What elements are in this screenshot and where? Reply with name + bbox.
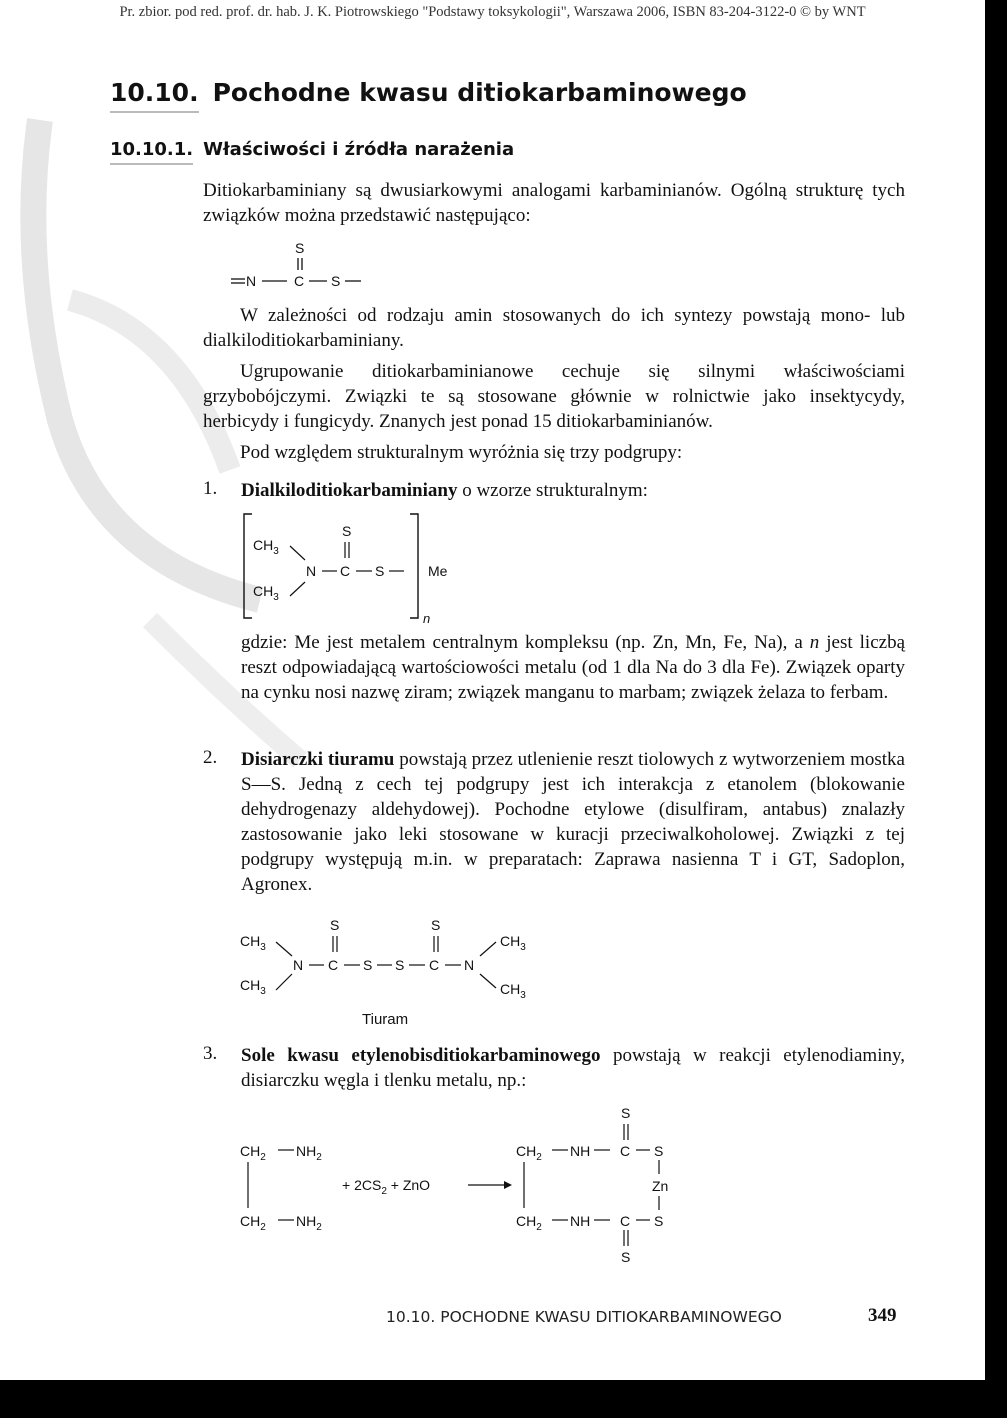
svg-text:S: S (342, 523, 352, 539)
list-item-3-text: powstają w reakcji etylenodiaminy, disiarczku węgla i tlenku metalu, np.: (241, 1045, 906, 1091)
svg-text:S: S (330, 917, 340, 933)
section-heading (110, 78, 747, 107)
section-title: Pochodne kwasu ditiokarbaminowego (212, 78, 747, 107)
general-structure-formula (225, 240, 385, 305)
svg-text:CH2: $CH_2$ (240, 1143, 266, 1163)
list-number-2: 2. (203, 747, 218, 768)
svg-text:N: N (293, 957, 304, 973)
svg-text:CH2: $CH_2$ (240, 1213, 266, 1233)
list-item-3 (241, 1043, 905, 1093)
svg-text:S: S (654, 1143, 664, 1159)
page-number: 349 (868, 1305, 897, 1326)
svg-text:CH2: $CH_2$ (516, 1213, 542, 1233)
svg-text:NH: NH (570, 1143, 591, 1159)
list-number-3: 3. (203, 1043, 218, 1064)
list-item-1-explanation: gdzie: Me jest metalem centralnym kompleksu (np. Zn, Mn, Fe, Na), a n jest liczbą reszt odpowiadającą wartościowości metalu (od 1 dla Na do 3 dla Fe). Związek oparty na cynku nosi nazwę ziram; związek manganu to marbam; związek żelaza to ferbam. (241, 632, 906, 703)
svg-text:S: S (363, 957, 373, 973)
intro-paragraph: Ditiokarbaminiany są dwusiarkowymi analogami karbaminianów. Ogólną strukturę tych związków można przedstawić następująco: (203, 180, 905, 226)
svg-text:Zn: Zn (652, 1178, 669, 1194)
svg-text:S: S (621, 1249, 631, 1265)
svg-text:NH2: $NH_2$ (296, 1213, 322, 1233)
svg-text:N: N (246, 273, 257, 289)
svg-text:CH2: $CH_2$ (516, 1143, 542, 1163)
svg-text:CH3: $CH_3$ (240, 933, 266, 953)
svg-text:CH3: $CH_3$ (253, 583, 279, 603)
svg-text:S: S (621, 1105, 631, 1121)
section-number: 10.10. (110, 78, 199, 113)
list-item-1-term: Dialkiloditiokarbaminiany (241, 480, 458, 501)
svg-text:+ 2CS2 + ZnO: + $2CS_2$ + ZnO (342, 1177, 431, 1197)
svg-text:NH: NH (570, 1213, 591, 1229)
svg-text:S: S (395, 957, 405, 973)
reaction-formula (236, 1100, 696, 1275)
svg-text:S: S (654, 1213, 664, 1229)
amines-paragraph: W zależności od rodzaju amin stosowanych do ich syntezy powstają mono- lub dialkiloditiokarbaminiany. (203, 305, 905, 351)
tiuram-formula (232, 910, 552, 1005)
svg-text:C: C (429, 957, 440, 973)
svg-text:S: S (431, 917, 441, 933)
svg-text:CH3: $CH_3$ (253, 537, 279, 557)
svg-text:NH2: $NH_2$ (296, 1143, 322, 1163)
running-footer: 10.10. POCHODNE KWASU DITIOKARBAMINOWEGO (386, 1308, 782, 1326)
svg-text:C: C (294, 273, 305, 289)
svg-text:N: N (464, 957, 475, 973)
svg-text:C: C (340, 563, 351, 579)
subgroups-paragraph: Pod względem strukturalnym wyróżnia się trzy podgrupy: (240, 442, 683, 463)
svg-text:N: N (306, 563, 317, 579)
svg-text:Me: Me (428, 563, 448, 579)
subsection-number: 10.10.1. (110, 139, 193, 165)
list-item-3-term: Sole kwasu etylenobisditiokarbaminowego (241, 1045, 601, 1066)
svg-text:CH3: $CH_3$ (500, 933, 526, 953)
svg-text:C: C (620, 1213, 631, 1229)
list-item-2-text: powstają przez utlenienie reszt tiolowych z wytworzeniem mostka S—S. Jedną z cech tej podgrupy jest ich interakcja z etanolem (blokowanie dehydrogenazy aldehydowej). Pochodne etylowe (disulfiram, antabus) znalazły zastosowanie jako leki stosowane w kuracji przeciwalkoholowej. Związki z tej podgrupy występują m.in. w preparatach: Zaprawa nasienna T i GT, Sadoplon, Agronex. (241, 749, 905, 895)
tiuram-caption: Tiuram (362, 1011, 409, 1028)
svg-text:n: n (423, 611, 431, 626)
list-item-1-text: o wzorze strukturalnym: (457, 480, 648, 501)
list-item-2-term: Disiarczki tiuramu (241, 749, 395, 770)
list-number-1: 1. (203, 478, 218, 499)
copyright-header: Pr. zbior. pod red. prof. dr. hab. J. K. Piotrowskiego "Podstawy toksykologii", Warszawa 2006, ISBN 83-204-3122-0 © by WNT (119, 4, 866, 20)
svg-text:S: S (331, 273, 341, 289)
svg-text:C: C (328, 957, 339, 973)
dialkyl-formula (230, 508, 470, 633)
svg-text:S: S (375, 563, 385, 579)
subsection-title: Właściwości i źródła narażenia (203, 139, 515, 160)
svg-text:S: S (295, 240, 305, 256)
svg-text:CH3: $CH_3$ (500, 981, 526, 1000)
subsection-heading (110, 139, 514, 160)
svg-text:CH3: $CH_3$ (240, 977, 266, 997)
list-item-1 (241, 478, 905, 503)
fungicidal-paragraph: Ugrupowanie ditiokarbaminianowe cechuje się silnymi właściwościami grzybobójczymi. Związki te są stosowane głównie w rolnictwie jako insektycydy, herbicydy i fungicydy. Znanych jest ponad 15 ditiokarbaminianów. (203, 361, 905, 432)
list-item-2 (241, 747, 905, 897)
svg-text:C: C (620, 1143, 631, 1159)
